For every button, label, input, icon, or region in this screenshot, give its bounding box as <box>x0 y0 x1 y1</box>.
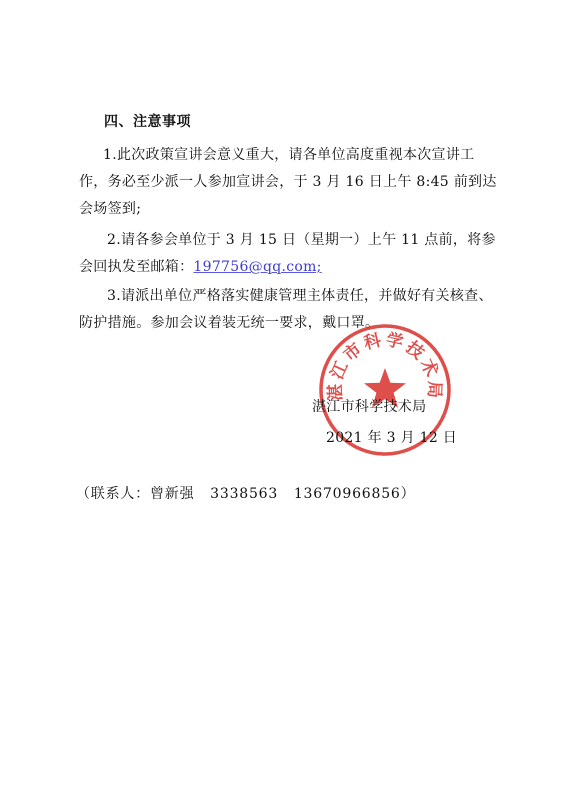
signing-organization: 湛江市科学技术局 <box>312 399 427 415</box>
svg-text:湛江市科学技术局: 湛江市科学技术局 <box>325 329 445 402</box>
email-link[interactable]: 197756@qq.com; <box>193 259 322 275</box>
signing-date: 2021 年 3 月 12 日 <box>326 430 458 446</box>
notice-item-2-text: 2.请各参会单位于 3 月 15 日（星期一）上午 11 点前，将参会回执发至邮箱： <box>79 232 496 275</box>
section-heading: 四、注意事项 <box>104 114 191 130</box>
notice-item-1: 1.此次政策宣讲会意义重大，请各单位高度重视本次宣讲工作，务必至少派一人参加宣讲会，于 3 月 16 日上午 8:45 前到达会场签到; <box>79 147 497 217</box>
contact-line: （联系人：曾新强 3338563 13670966856） <box>76 486 416 502</box>
notice-item-3: 3.请派出单位严格落实健康管理主体责任，并做好有关核查、防护措施。参加会议着装无统一要求，戴口罩。 <box>79 288 493 331</box>
notice-item-2 <box>79 227 499 281</box>
